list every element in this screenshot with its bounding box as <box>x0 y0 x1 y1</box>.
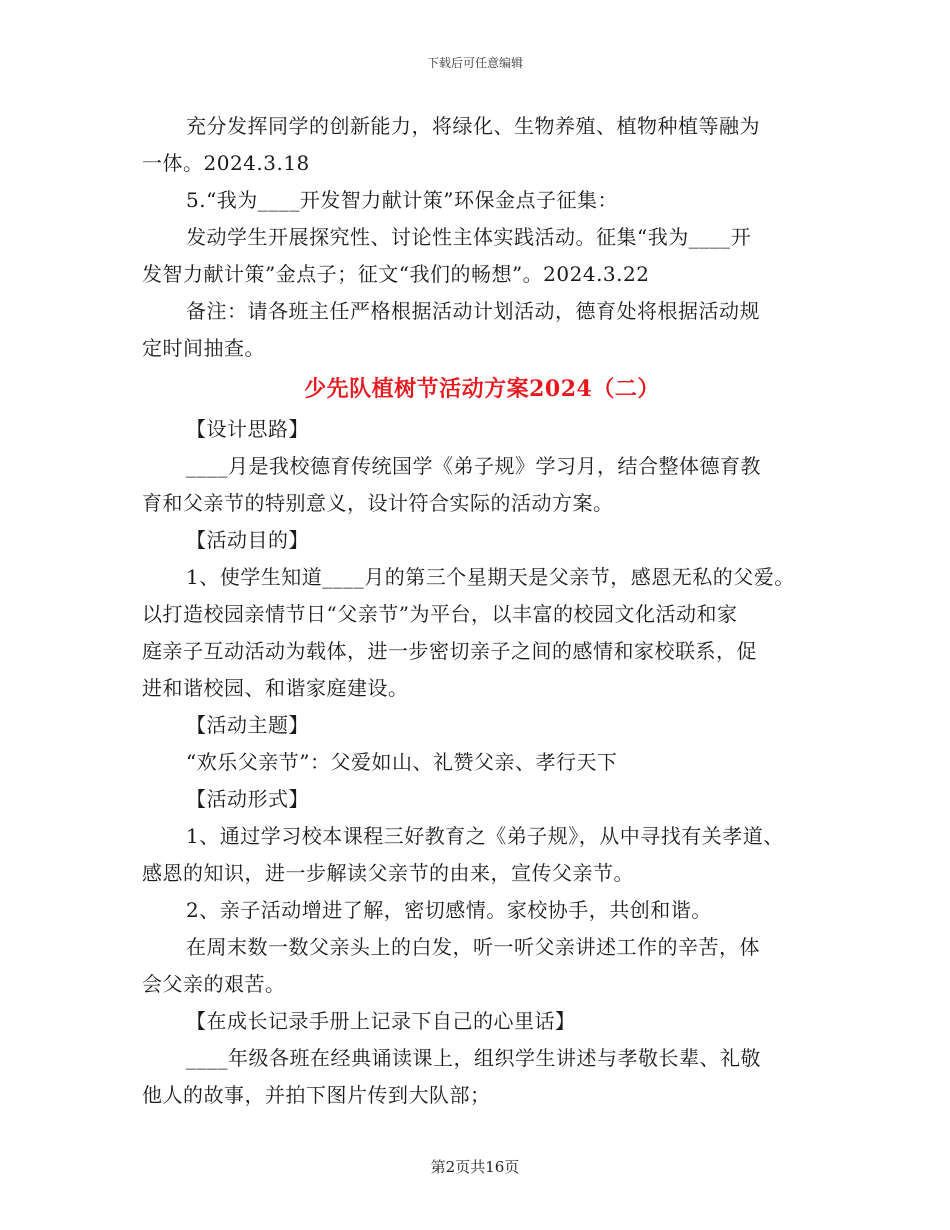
section-heading: 【活动目的】 <box>186 528 309 552</box>
section-heading: 【在成长记录手册上记录下自己的心里话】 <box>186 1009 576 1033</box>
paragraph-line: 他人的故事，并拍下图片传到大队部； <box>142 1083 491 1107</box>
paragraph-line: 庭亲子互动活动为载体，进一步密切亲子之间的感情和家校联系，促 <box>142 639 757 663</box>
page-header: 下载后可任意编辑 <box>426 56 523 70</box>
paragraph-line: 进和谐校园、和谐家庭建设。 <box>142 676 409 700</box>
section-heading: 【设计思路】 <box>186 417 309 441</box>
paragraph-line: 1、使学生知道____月的第三个星期天是父亲节，感恩无私的父爱。 <box>186 565 795 589</box>
paragraph-line: 在周末数一数父亲头上的白发，听一听父亲讲述工作的辛苦，体 <box>186 935 760 959</box>
paragraph-line: 会父亲的艰苦。 <box>142 972 286 996</box>
paragraph-line: 发智力献计策”金点子；征文“我们的畅想”。2024.3.22 <box>142 262 650 286</box>
paragraph-line: 感恩的知识，进一步解读父亲节的由来，宣传父亲节。 <box>142 861 634 885</box>
paragraph-line: ____年级各班在经典诵读课上，组织学生讲述与孝敬长辈、礼敬 <box>186 1046 761 1070</box>
section-heading: 【活动主题】 <box>186 713 309 737</box>
paragraph-line: “欢乐父亲节”：父爱如山、礼赞父亲、孝行天下 <box>186 750 618 774</box>
paragraph-line: 5.“我为____开发智力献计策”环保金点子征集： <box>186 188 619 212</box>
paragraph-line: ____月是我校德育传统国学《弟子规》学习月，结合整体德育教 <box>186 454 761 478</box>
paragraph-line: 一体。2024.3.18 <box>142 151 310 175</box>
paragraph-line: 2、亲子活动增进了解，密切感情。家校协手，共创和谐。 <box>186 898 712 922</box>
paragraph-line: 定时间抽查。 <box>142 336 265 360</box>
document-body <box>142 108 822 1114</box>
paragraph-line: 充分发挥同学的创新能力，将绿化、生物养殖、植物种植等融为 <box>186 114 760 138</box>
section-heading: 【活动形式】 <box>186 787 309 811</box>
section-title: 少先队植树节活动方案2024（二） <box>304 376 660 402</box>
paragraph-line: 育和父亲节的特别意义，设计符合实际的活动方案。 <box>142 491 614 515</box>
paragraph-line: 发动学生开展探究性、讨论性主体实践活动。征集“我为____开 <box>186 225 752 249</box>
page-footer: 第2页共16页 <box>430 1158 520 1176</box>
paragraph-line: 备注：请各班主任严格根据活动计划活动，德育处将根据活动规 <box>186 299 760 323</box>
paragraph-line: 以打造校园亲情节日“父亲节”为平台，以丰富的校园文化活动和家 <box>142 602 738 626</box>
paragraph-line: 1、通过学习校本课程三好教育之《弟子规》，从中寻找有关孝道、 <box>186 824 784 848</box>
